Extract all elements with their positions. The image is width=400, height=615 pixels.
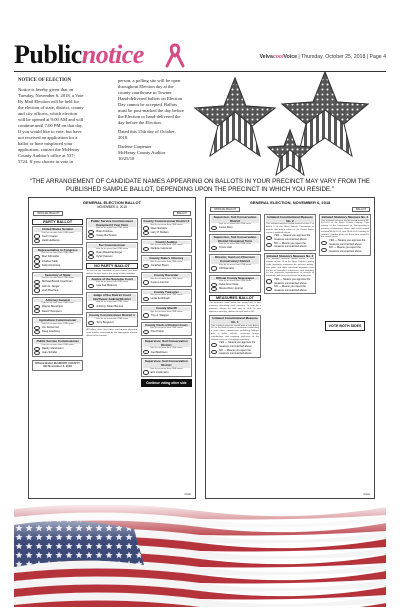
vote-oval[interactable] bbox=[266, 243, 272, 247]
notice-column-2 bbox=[118, 78, 184, 165]
vote-oval[interactable] bbox=[34, 330, 40, 334]
office-name: County Recorder bbox=[143, 274, 190, 278]
ballot-title: GENERAL ELECTION BALLOT bbox=[82, 200, 142, 205]
ballot-office bbox=[209, 234, 261, 252]
office-instruction: Vote for no more than ONE name bbox=[150, 244, 183, 247]
vote-both-sides-box: VOTE BOTH SIDES bbox=[325, 321, 365, 331]
candidate-name: Linda Krebsbach bbox=[150, 297, 171, 301]
ballot-office bbox=[209, 214, 261, 232]
ballot-office bbox=[141, 358, 192, 376]
candidate-name: Charles Tuttle bbox=[42, 259, 59, 263]
vote-oval[interactable] bbox=[143, 297, 149, 301]
vote-oval[interactable] bbox=[143, 231, 149, 235]
candidate-name: Brian Kroshus bbox=[96, 230, 113, 234]
ballot-office bbox=[86, 312, 137, 327]
ballot-office bbox=[209, 275, 261, 294]
vote-oval[interactable] bbox=[211, 287, 217, 291]
candidate-row[interactable] bbox=[88, 284, 135, 288]
candidate-name: Randy Christmann bbox=[42, 346, 64, 350]
candidate-row[interactable] bbox=[34, 288, 81, 292]
office-instruction: Vote for no more than ONE name bbox=[218, 243, 252, 246]
ballot-tab: OFFICIAL BALLOT bbox=[210, 207, 240, 212]
notice-pub-date: 10/25/18 bbox=[118, 156, 135, 161]
office-name: County Auditor bbox=[143, 241, 190, 245]
patriotic-stars-illustration bbox=[190, 72, 370, 182]
ballot-initials: Initials bbox=[184, 493, 191, 496]
ballot-authorization-note: All ballots, other than those used to vote absentee, must first be authorized by the appropriate election official to be counted. bbox=[86, 329, 138, 337]
ballot-title: GENERAL ELECTION, NOVEMBER 6, 2018 bbox=[249, 200, 331, 205]
office-name: Justice of the Supreme Court bbox=[88, 278, 135, 282]
ballot-column bbox=[209, 214, 261, 360]
vote-oval[interactable] bbox=[143, 280, 149, 284]
candidate-row[interactable] bbox=[143, 231, 190, 235]
vote-oval[interactable] bbox=[34, 288, 40, 292]
candidate-row[interactable] bbox=[143, 350, 190, 354]
vote-oval[interactable] bbox=[211, 246, 217, 250]
office-name: County Sheriff bbox=[143, 307, 190, 311]
office-instruction: Vote for no more than ONE name bbox=[150, 327, 183, 330]
office-instruction: Vote for no more than ONE name bbox=[150, 310, 183, 313]
office-name: Agriculture Commissioner bbox=[34, 319, 81, 323]
notice-column-1 bbox=[18, 78, 84, 168]
vote-oval[interactable] bbox=[143, 226, 149, 230]
candidate-name: Kevin Cramer bbox=[42, 234, 58, 238]
office-name: Public Service Commissioner Unexpired 2 Year Term bbox=[88, 220, 135, 227]
star-icon bbox=[195, 78, 275, 156]
candidate-name: Mac Schneider bbox=[42, 255, 60, 259]
party-ballot-label: PARTY BALLOT bbox=[32, 219, 83, 225]
vote-oval[interactable] bbox=[266, 279, 272, 283]
office-instruction: Vote for no more than ONE name bbox=[150, 367, 183, 370]
notice-date: Dated this 15th day of October, 2018. bbox=[118, 129, 176, 140]
office-instruction: Vote for no more than ONE name bbox=[41, 302, 74, 305]
office-instruction: Vote for no more than ONE name bbox=[150, 347, 183, 350]
candidate-name: Alvin E. Jaeger bbox=[42, 284, 60, 288]
candidate-row[interactable] bbox=[211, 246, 259, 250]
ballot-office bbox=[32, 226, 83, 245]
vote-oval[interactable] bbox=[34, 264, 40, 268]
candidate-name: Eric Lindemann bbox=[150, 370, 169, 374]
candidate-row[interactable] bbox=[143, 264, 190, 268]
office-instruction: Vote for no more than ONE name bbox=[150, 260, 183, 263]
vote-oval[interactable] bbox=[211, 343, 217, 347]
candidate-name: Tina Probst bbox=[150, 330, 164, 334]
vote-oval[interactable] bbox=[34, 351, 40, 355]
pink-ribbon-icon bbox=[164, 42, 186, 68]
candidate-name: Doug Goehring bbox=[42, 330, 60, 334]
candidate-row[interactable] bbox=[34, 264, 81, 268]
candidate-name: Cliff Hanratty bbox=[219, 266, 234, 270]
office-instruction: Vote for no more than ONE name bbox=[41, 231, 74, 234]
vote-oval[interactable] bbox=[34, 234, 40, 238]
vote-oval[interactable] bbox=[34, 259, 40, 263]
candidate-name: Kylie Oversen bbox=[96, 255, 113, 259]
office-instruction: Vote for no more than ONE name bbox=[218, 223, 252, 226]
candidate-name: Joel Martinson bbox=[150, 350, 168, 354]
vote-oval[interactable] bbox=[143, 264, 149, 268]
candidate-name: Josh Boschee bbox=[42, 288, 59, 292]
ballot-column bbox=[86, 218, 137, 389]
candidate-name: Velva Area Voice bbox=[219, 283, 239, 287]
ballot-tab: OFFICIAL BALLOT bbox=[33, 211, 63, 216]
ballot-office bbox=[141, 305, 192, 320]
office-name: Tax Commissioner bbox=[88, 244, 135, 248]
ballot-office bbox=[209, 254, 261, 272]
candidate-name: Lance Klein bbox=[219, 226, 233, 230]
ballot-column bbox=[319, 214, 371, 360]
office-name: Judge of the District Court Northeast Judicial District bbox=[88, 294, 135, 301]
candidate-row[interactable] bbox=[34, 239, 81, 243]
office-instruction: Vote for no more than ONE name bbox=[95, 281, 129, 284]
ballot-office bbox=[141, 255, 192, 270]
vote-oval[interactable] bbox=[88, 321, 94, 325]
candidate-name: Michael Brandt Coachman bbox=[42, 280, 73, 284]
office-instruction: Vote for no more than ONE name bbox=[41, 252, 74, 255]
office-instruction: Vote for no more than ONE name bbox=[150, 277, 183, 280]
candidate-name: Trevor Hall bbox=[219, 246, 232, 250]
office-name: Official County Newspaper bbox=[211, 277, 259, 281]
ballot-tab: BALLOT bbox=[352, 207, 370, 212]
official-ballot-box: Official Ballot McHENRY COUNTY, ND November 6, 2018 bbox=[32, 360, 83, 371]
office-name: Supervisor, Soil Conservation District bbox=[211, 216, 259, 223]
candidate-row[interactable] bbox=[88, 304, 135, 308]
ballot-column bbox=[264, 214, 316, 360]
candidate-name: Jonathan Byers bbox=[150, 264, 169, 268]
candidate-name: Wayne Stenehjem bbox=[42, 305, 64, 309]
ballot-office bbox=[141, 218, 192, 237]
ballot-office bbox=[86, 276, 137, 291]
office-instruction: Vote for no more than ONE name bbox=[95, 247, 129, 250]
ballot-office bbox=[86, 292, 137, 310]
vote-oval[interactable] bbox=[88, 304, 94, 308]
vote-oval[interactable] bbox=[143, 247, 149, 251]
notice-signer-title: McHenry County Auditor bbox=[118, 150, 166, 155]
candidate-row[interactable] bbox=[88, 234, 135, 238]
vote-oval[interactable] bbox=[34, 239, 40, 243]
ballot-office bbox=[86, 218, 137, 240]
issue-info: VelvacoolVoice | Thursday, October 25, 2018 | Page 4 bbox=[259, 54, 386, 60]
candidate-name: Mouse River Journal bbox=[219, 287, 243, 291]
office-instruction: Vote for no more than ONE name bbox=[150, 223, 183, 226]
vote-oval[interactable] bbox=[211, 350, 217, 354]
ballot-column bbox=[141, 218, 192, 389]
measures-ballot-label: MEASURES BALLOT bbox=[209, 295, 261, 301]
office-name: Supervisor, Soil Conservation District bbox=[143, 360, 190, 367]
candidate-name: Lisa Fair McEvers bbox=[96, 284, 118, 288]
office-name: County Commissioner District 1 bbox=[89, 313, 135, 318]
candidate-name: Jean Schafer bbox=[42, 351, 58, 355]
candidate-name: Terry Bergerud bbox=[96, 321, 114, 325]
continue-voting-box: Continue voting other side bbox=[141, 379, 192, 387]
section-title: Publicnotice bbox=[14, 40, 144, 69]
ballot-initials: Initials bbox=[363, 493, 370, 496]
notice-paragraph: Notice is hereby given that on Tuesday, November 6, 2018, a Vote By Mail Election will be held for the election of state, district, county and city officers, which election will be opened at 9:00 AM and will continue until 7:00 PM on that day. If you would like to vote, but have not received an application for a ballot or have misplaced your application, contact the McHenry County Auditor's office at 537-5724. If you choose to vote in bbox=[18, 87, 84, 164]
candidate-row[interactable] bbox=[143, 330, 190, 334]
ballot-office bbox=[86, 242, 137, 261]
office-instruction: Vote for no more than ONE name bbox=[218, 280, 252, 283]
notice-heading: NOTICE OF ELECTION bbox=[18, 78, 72, 83]
vote-oval[interactable] bbox=[321, 241, 327, 245]
american-flag-banner bbox=[14, 505, 386, 607]
office-name: Secretary of State bbox=[34, 274, 81, 278]
ballot-date: NOVEMBER 6, 2018 bbox=[97, 205, 127, 209]
vote-oval[interactable] bbox=[321, 248, 327, 252]
vote-oval[interactable] bbox=[211, 226, 217, 230]
ballot-office bbox=[141, 338, 192, 356]
ballot-office bbox=[141, 239, 192, 254]
no-party-instructions: To vote for the candidate of your choice, you must darken the oval next to the name of that candidate. bbox=[86, 270, 138, 275]
office-instruction: Vote for no more than ONE name bbox=[95, 227, 129, 230]
no-party-ballot-label: NO PARTY BALLOT bbox=[86, 263, 137, 269]
vote-oval[interactable] bbox=[88, 284, 94, 288]
office-name: Representative in Congress bbox=[34, 249, 81, 253]
candidate-row[interactable] bbox=[88, 255, 135, 259]
candidate-name: David Thompson bbox=[42, 309, 62, 313]
vote-oval[interactable] bbox=[266, 236, 272, 240]
candidate-row[interactable] bbox=[34, 330, 81, 334]
ballot-column bbox=[32, 218, 83, 389]
ballot-office bbox=[141, 322, 192, 337]
candidate-name: Heidi Heitkamp bbox=[42, 238, 60, 242]
candidate-name: Troy A. Walgren bbox=[150, 313, 170, 317]
candidate-row[interactable] bbox=[211, 287, 259, 291]
candidate-name: Anthony Swain Benson bbox=[96, 304, 124, 308]
candidate-name: Ryan Rauschenberger bbox=[96, 251, 123, 255]
office-name: County Treasurer bbox=[143, 291, 190, 295]
vote-oval[interactable] bbox=[143, 330, 149, 334]
measure-block: Initiated Constitutional Measure No. 2 This initiated measure would amend section 1 of Article II of the North Dakota Constitution to provide that only a citizen of the United States can be a qualified elector. YES — Means you approve the measure summarized above NO — Means you reject the measure summarized above bbox=[264, 214, 316, 251]
candidate-name: Larry P. Mattern bbox=[150, 230, 169, 234]
candidate-name: Darlene Carpenter bbox=[150, 247, 172, 251]
vote-oval[interactable] bbox=[143, 370, 149, 374]
vote-oval[interactable] bbox=[34, 309, 40, 313]
office-name: Attorney General bbox=[34, 299, 81, 303]
candidate-row[interactable] bbox=[34, 351, 81, 355]
office-name: Supervisor, Soil Conservation District bbox=[143, 340, 190, 347]
candidate-row[interactable] bbox=[143, 247, 190, 251]
candidate-row[interactable] bbox=[211, 226, 259, 230]
ballot-office bbox=[32, 338, 83, 357]
sample-ballot-back bbox=[205, 197, 375, 499]
office-name: United States Senator bbox=[34, 228, 81, 232]
office-instruction: Vote for no more than ONE name bbox=[41, 343, 74, 346]
office-name: County State's Attorney bbox=[143, 257, 190, 261]
office-name: County Commissioner District 3 bbox=[143, 219, 190, 223]
office-instruction: Vote for no more than ONE name bbox=[41, 277, 74, 280]
ballot-office bbox=[32, 317, 83, 336]
office-instruction: Vote for no more than ONE name bbox=[218, 263, 252, 266]
office-instruction: Vote for no more than ONE name bbox=[95, 301, 129, 304]
vote-oval[interactable] bbox=[211, 266, 217, 270]
office-instruction: Vote for no more than ONE name bbox=[150, 294, 183, 297]
measure-block: Initiated Statutory Measure No. 3 This initiated measure would create a new chapter to title 19 of the North Dakota Century Code legalizing marijuana for persons twenty-one years and older, removing marijuana from the list of controlled substances, and providing for the automatic expungement of records of individuals with drug convictions for marijuana. YES — Means you approve the measure summarized above NO — Means you reject the measure summarized above bbox=[264, 253, 316, 295]
office-instruction: Vote for no more than ONE name bbox=[41, 323, 74, 326]
measure-block: Initiated Statutory Measure No. 4 This initiated measure would amend section 39-04-10.12 of the North Dakota Century Code relating to the Department of Transportation's issuance of distinctive plates, and would amend sections 39-04-10.11 and 39-04-10.14 relating to veterans' number plates for those who served in the armed forces. YES — Means you approve the measure summarized above NO — Means you reject the measure summarized above bbox=[319, 214, 371, 256]
ballot-office bbox=[32, 272, 83, 295]
sample-ballot-front bbox=[28, 197, 196, 499]
measure-block: Initiated Constitutional Measure No. 1 This initiated measure would add a new Article XIV to the North Dakota Constitution establishing a state ethics commission, prohibiting lobbyist gifts to public officials, restricting foreign contributions and requiring disclosure of the ultimate sources of campaign spending. YES — Means you approve the measure summarized above NO — Means you reject the measure summarized above bbox=[209, 315, 261, 357]
office-instruction: Vote for no more than ONE name bbox=[95, 318, 129, 321]
vote-oval[interactable] bbox=[143, 313, 149, 317]
ballot-office bbox=[32, 297, 83, 316]
office-name: Director, Garrison Diversion Conservancy District bbox=[211, 256, 259, 263]
vote-oval[interactable] bbox=[266, 287, 272, 291]
notice-signer: Darlene Carpenter bbox=[118, 144, 152, 149]
vote-oval[interactable] bbox=[143, 350, 149, 354]
candidate-row[interactable] bbox=[143, 297, 190, 301]
masthead bbox=[14, 40, 386, 70]
vote-oval[interactable] bbox=[88, 255, 94, 259]
ballot-office bbox=[141, 289, 192, 304]
candidate-name: Dave Sanders bbox=[150, 226, 168, 230]
office-name: Supervisor, Soil Conservation District Unexpired Term bbox=[211, 236, 259, 243]
ballot-office bbox=[32, 247, 83, 270]
candidate-name: Karen Lorenzen bbox=[150, 280, 170, 284]
candidate-row[interactable] bbox=[88, 321, 135, 325]
candidate-name: Jim Dotzenrod bbox=[42, 326, 59, 330]
candidate-name: Casey Buchmann bbox=[96, 234, 117, 238]
candidate-name: Kelly Armstrong bbox=[42, 263, 61, 267]
measures-instructions: The measures listed below are printed with a brief summary describing each measure. To vote for a measure, darken the oval next to YES. To vote against a measure, darken the oval next to NO. bbox=[209, 302, 261, 313]
candidate-row[interactable] bbox=[34, 309, 81, 313]
ballot-office bbox=[141, 272, 192, 287]
ballot-disclaimer-headline: "THE ARRANGEMENT OF CANDIDATE NAMES APPEARING ON BALLOTS IN YOUR PRECINCT MAY VARY FROM THE PUBLISHED SAMPLE BALLOT, DEPENDING UPON THE PRECINCT IN WHICH YOU RESIDE." bbox=[29, 178, 371, 193]
office-name: Public Service Commissioner bbox=[34, 340, 81, 344]
vote-oval[interactable] bbox=[88, 234, 94, 238]
notice-paragraph: person, a polling site will be open throughout Election day at the county courthouse in Towner. Hand-delivered ballots on Election Day cannot be accepted. Ballots must be post-marked the day before the Election or hand-delivered the day before the Election. bbox=[118, 78, 184, 125]
office-name: County Clerk of District Court bbox=[143, 324, 190, 328]
ballot-tab: BALLOT bbox=[173, 211, 191, 216]
